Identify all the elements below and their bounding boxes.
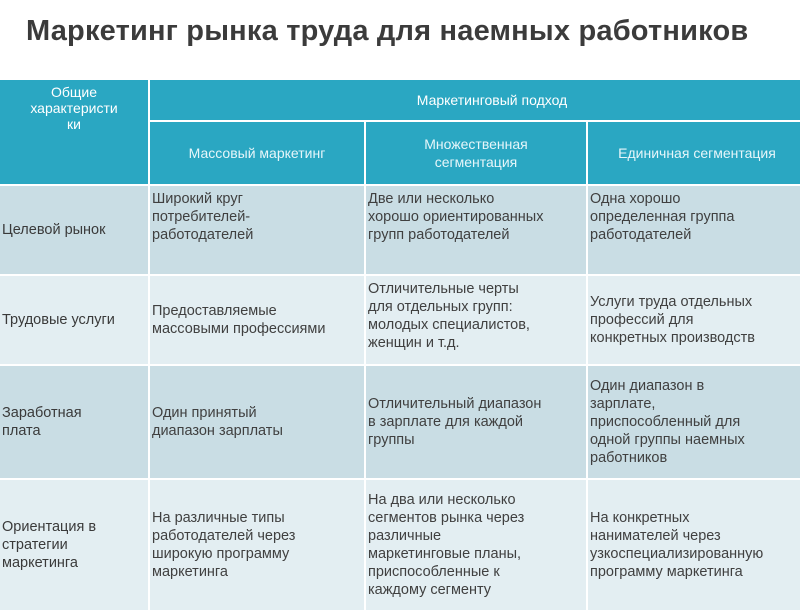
table-cell: Один принятый диапазон зарплаты (150, 366, 364, 478)
column-header-multiple: Множественная сегментация (366, 122, 586, 184)
table-cell: На конкретных нанимателей через узкоспециализированную программу маркетинга (588, 480, 800, 610)
group-header: Маркетинговый подход (150, 80, 800, 120)
corner-header: Общие характеристи ки (0, 80, 148, 184)
row-label-salary: Заработная плата (0, 366, 148, 478)
table-cell: Отличительные черты для отдельных групп: молодых специалистов, женщин и т.д. (366, 276, 586, 364)
row-label-labor-services: Трудовые услуги (0, 276, 148, 364)
row-label-strategy-orientation: Ориентация в стратегии маркетинга (0, 480, 148, 610)
table-cell: Предоставляемые массовыми профессиями (150, 276, 364, 364)
row-label-target-market: Целевой рынок (0, 186, 148, 274)
column-header-mass: Массовый маркетинг (150, 122, 364, 184)
slide-title: Маркетинг рынка труда для наемных работников (26, 15, 749, 47)
table-cell: Услуги труда отдельных профессий для конкретных производств (588, 276, 800, 364)
table-cell: Широкий круг потребителей- работодателей (150, 186, 364, 274)
table-cell: Один диапазон в зарплате, приспособленный для одной группы наемных работников (588, 366, 800, 478)
table-cell: На два или несколько сегментов рынка через различные маркетинговые планы, приспособленные к каждому сегменту (366, 480, 586, 610)
table-cell: Отличительный диапазон в зарплате для каждой группы (366, 366, 586, 478)
table-cell: Две или несколько хорошо ориентированных групп работодателей (366, 186, 586, 274)
column-header-single: Единичная сегментация (588, 122, 800, 184)
table-cell: На различные типы работодателей через широкую программу маркетинга (150, 480, 364, 610)
table-cell: Одна хорошо определенная группа работодателей (588, 186, 800, 274)
comparison-table (0, 80, 800, 600)
